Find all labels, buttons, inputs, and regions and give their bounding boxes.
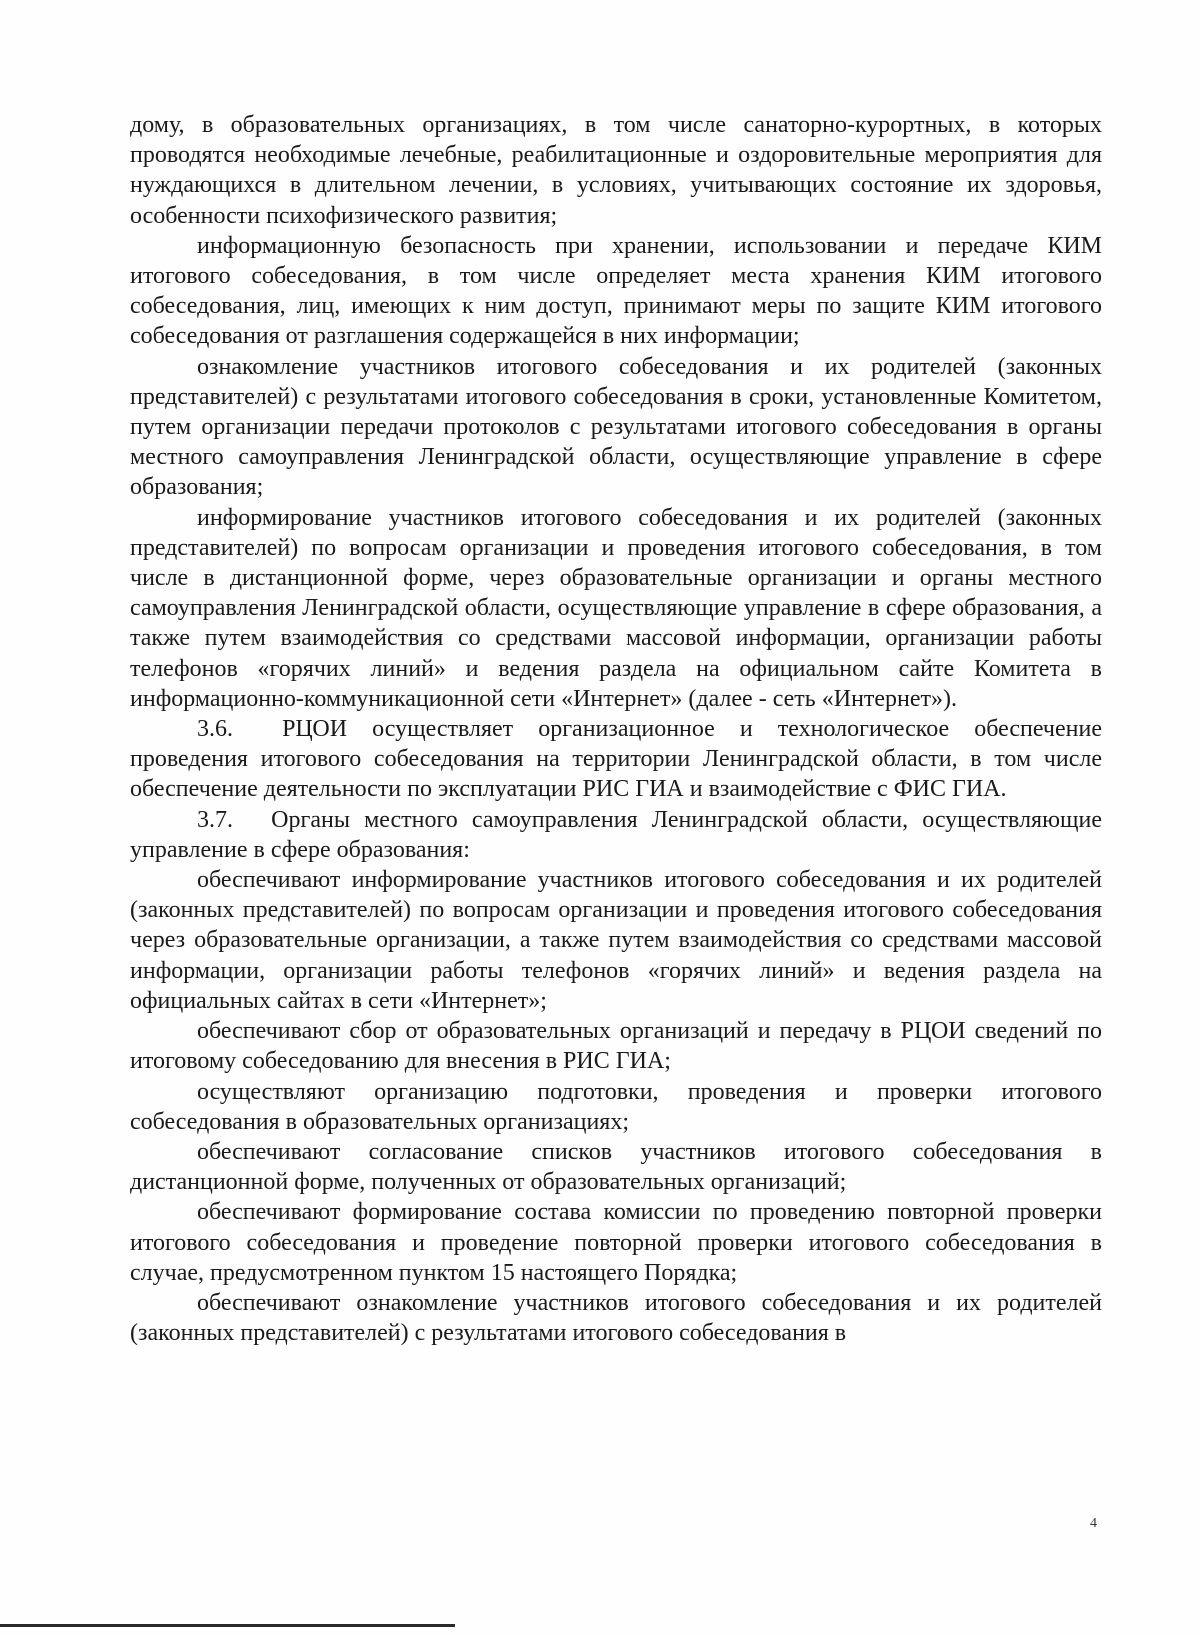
- paragraph-info-security: информационную безопасность при хранении, использовании и передаче КИМ итогового собеседования, в том числе определяет места хранения КИМ итогового собеседования, лиц, имеющих к ним доступ, принимают меры по защите КИМ итогового собеседования от разглашения содержащейся в них информации;: [130, 232, 1102, 350]
- paragraph-results-notice: обеспечивают ознакомление участников итогового собеседования и их родителей (законных представителей) с результатами итогового собеседования в: [130, 1289, 1102, 1347]
- paragraph-results-familiarization: ознакомление участников итогового собеседования и их родителей (законных представителей) с результатами итогового собеседования в сроки, установленные Комитетом, путем организации передачи протоколов с результатами итогового собеседования в органы местного самоуправления Ленинградской области, осуществляющие управление в сфере образования;: [130, 353, 1102, 501]
- page-number: 4: [1090, 1516, 1097, 1531]
- paragraph-section-3-7: 3.7. Органы местного самоуправления Ленинградской области, осуществляющие управление в сфере образования:: [130, 806, 1102, 863]
- paragraph-commission: обеспечивают формирование состава комиссии по проведению повторной проверки итогового собеседования и проведение повторной проверки итогового собеседования в случае, предусмотренном пунктом 15 настоящего Порядка;: [130, 1199, 1102, 1286]
- scan-edge-line: [0, 1624, 455, 1627]
- paragraph-continuation: дому, в образовательных организациях, в том числе санаторно-курортных, в которых проводятся необходимые лечебные, реабилитационные и оздоровительные мероприятия для нуждающихся в длительном лечении, в условиях, учитывающих состояние их здоровья, особенности психофизического развития;: [130, 112, 1102, 229]
- body-text: [130, 110, 1102, 1348]
- paragraph-section-3-6: 3.6. РЦОИ осуществляет организационное и технологическое обеспечение проведения итогового собеседования на территории Ленинградской области, в том числе обеспечение деятельности по эксплуатации РИС ГИА и взаимодействие с ФИС ГИА.: [130, 716, 1102, 803]
- paragraph-data-collection: обеспечивают сбор от образовательных организаций и передачу в РЦОИ сведений по итоговому собеседованию для внесения в РИС ГИА;: [130, 1018, 1102, 1075]
- paragraph-organization: осуществляют организацию подготовки, проведения и проверки итогового собеседования в образовательных организациях;: [130, 1078, 1102, 1135]
- paragraph-informing: информирование участников итогового собеседования и их родителей (законных представителей) по вопросам организации и проведения итогового собеседования, в том числе в дистанционной форме, через образовательные организации и органы местного самоуправления Ленинградской области, осуществляющие управление в сфере образования, а также путем взаимодействия со средствами массовой информации, организации работы телефонов «горячих линий» и ведения раздела на официальном сайте Комитета в информационно-коммуникационной сети «Интернет» (далее - сеть «Интернет»).: [130, 504, 1102, 712]
- paragraph-ensure-informing: обеспечивают информирование участников итогового собеседования и их родителей (законных представителей) по вопросам организации и проведения итогового собеседования через образовательные организации, а также путем взаимодействия со средствами массовой информации, организации работы телефонов «горячих линий» и ведения раздела на официальных сайтах в сети «Интернет»;: [130, 867, 1102, 1014]
- paragraph-list-approval: обеспечивают согласование списков участников итогового собеседования в дистанционной форме, полученных от образовательных организаций;: [130, 1138, 1102, 1196]
